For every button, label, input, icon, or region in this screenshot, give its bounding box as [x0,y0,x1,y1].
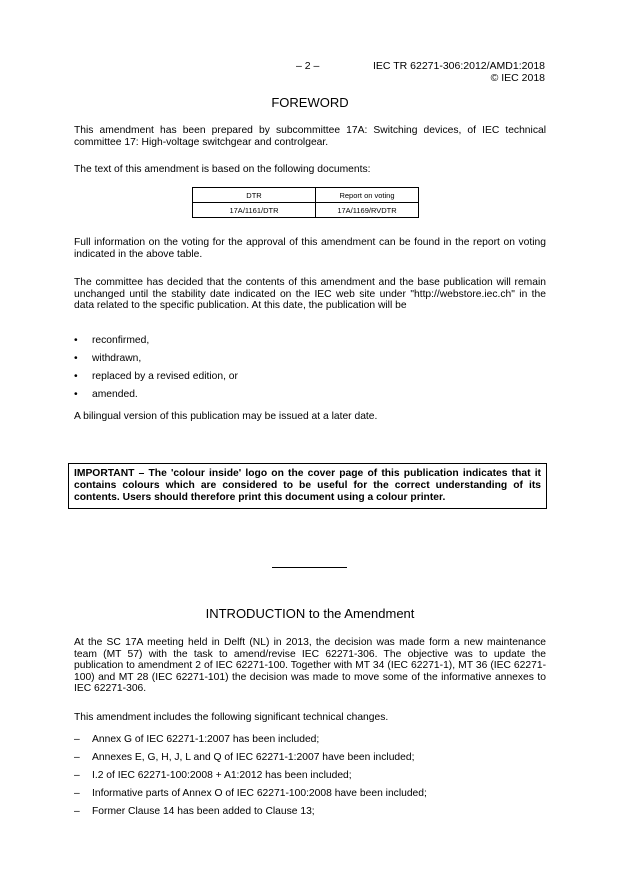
foreword-paragraph-4: The committee has decided that the contents of this amendment and the base publication will remain unchanged until the stability date indicated on the IEC web site under "http://webstore.iec.ch" in the data related to the specific publication. At this date, the publication will be [74,277,546,311]
copyright-line: © IEC 2018 [490,72,545,84]
list-item: – Annex G of IEC 62271-1:2007 has been included; [74,734,320,745]
list-item: – Former Clause 14 has been added to Clause 13; [74,806,315,817]
list-item: • reconfirmed, [74,335,150,346]
introduction-paragraph-2: This amendment includes the following significant technical changes. [74,712,389,723]
list-item: – Informative parts of Annex O of IEC 62271-100:2008 have been included; [74,788,427,799]
table-header-row [193,188,419,203]
foreword-paragraph-1: This amendment has been prepared by subcommittee 17A: Switching devices, of IEC technical committee 17: High-voltage switchgear and controlgear. [74,125,546,148]
foreword-paragraph-3: Full information on the voting for the approval of this amendment can be found in the report on voting indicated in the above table. [74,237,546,260]
list-item: – I.2 of IEC 62271-100:2008 + A1:2012 has been included; [74,770,352,781]
list-item: – Annexes E, G, H, J, L and Q of IEC 62271-1:2007 have been included; [74,752,415,763]
table-row [193,203,419,218]
page-header [0,60,545,84]
foreword-title: FOREWORD [271,95,349,110]
page-number: – 2 – [296,60,320,72]
standard-reference: IEC TR 62271-306:2012/AMD1:2018 [373,60,545,72]
important-notice: IMPORTANT – The 'colour inside' logo on the cover page of this publication indicates that it contains colours which are considered to be useful for the correct understanding of its contents. Users should therefore print this document using a colour printer. [68,463,547,509]
list-item: • amended. [74,389,138,400]
foreword-paragraph-2: The text of this amendment is based on the following documents: [74,164,371,175]
table-cell: 17A/1161/DTR [193,203,316,218]
voting-table [192,187,419,218]
list-item: • replaced by a revised edition, or [74,371,238,382]
introduction-paragraph-1: At the SC 17A meeting held in Delft (NL) in 2013, the decision was made form a new maintenance team (MT 57) with the task to amend/revise IEC 62271-306. The objective was to update the publication to amendment 2 of IEC 62271-100. Together with MT 34 (IEC 62271-1), MT 36 (IEC 62271-100) and MT 28 (IEC 62271-101) the decision was made to move some of the informative annexes to IEC 62271-306. [74,637,546,694]
list-item: • withdrawn, [74,353,142,364]
foreword-paragraph-5: A bilingual version of this publication may be issued at a later date. [74,411,378,422]
table-header-cell: DTR [193,188,316,203]
introduction-title: INTRODUCTION to the Amendment [205,606,415,621]
table-header-cell: Report on voting [316,188,419,203]
table-cell: 17A/1169/RVDTR [316,203,419,218]
divider [272,567,347,568]
